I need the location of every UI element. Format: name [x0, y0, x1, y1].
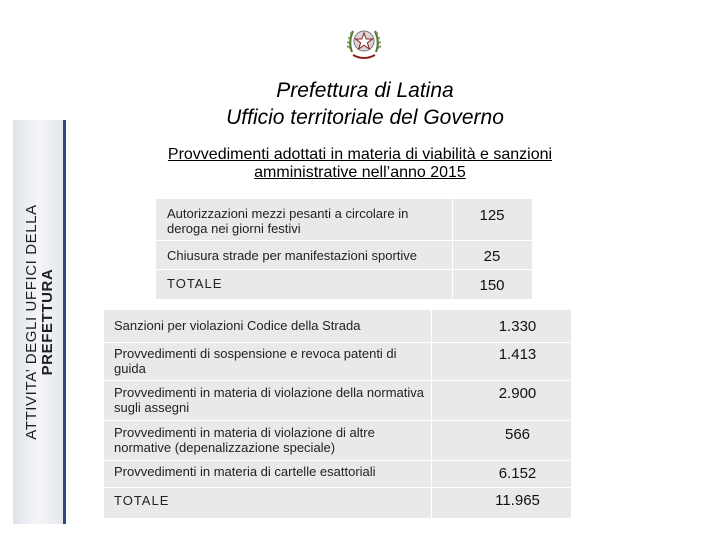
table-row [104, 310, 571, 342]
authorizations-table [156, 199, 532, 299]
table-row [104, 460, 571, 487]
vertical-title-line2: PREFETTURA [39, 268, 56, 376]
row-label: TOTALE [114, 493, 170, 508]
subtitle-line2: amministrative nell’anno 2015 [254, 164, 466, 181]
row-value: 2.900 [498, 385, 537, 402]
row-label: Chiusura strade per manifestazioni sportive [167, 248, 418, 263]
subtitle-line1: Provvedimenti adottati in materia di viabilità e sanzioni [167, 146, 553, 163]
table-row-total [104, 487, 571, 518]
row-label: Provvedimenti in materia di violazione della normativa sugli assegni [114, 385, 424, 415]
row-value: 1.413 [498, 346, 537, 363]
header-line1: Prefettura di Latina [276, 79, 454, 102]
row-label: Provvedimenti in materia di cartelle esattoriali [114, 464, 376, 479]
table-row-total [156, 269, 532, 299]
row-label: Autorizzazioni mezzi pesanti a circolare in deroga nei giorni festivi [167, 206, 409, 236]
vertical-section-title [24, 204, 56, 439]
row-value: 125 [479, 207, 505, 224]
vertical-title-line1: ATTIVITA’ DEGLI UFFICI DELLA [23, 204, 40, 440]
table-row [104, 420, 571, 460]
row-value: 150 [479, 277, 505, 294]
table-row [104, 380, 571, 420]
row-value: 6.152 [498, 465, 537, 482]
header-line2: Ufficio territoriale del Governo [226, 106, 504, 129]
row-label: Sanzioni per violazioni Codice della Strada [114, 318, 361, 333]
row-value: 11.965 [495, 492, 540, 509]
page-header [150, 77, 580, 131]
table-row [156, 240, 532, 269]
row-label: Provvedimenti in materia di violazione di altre normative (depenalizzazione speciale) [114, 425, 375, 455]
page-subtitle [110, 146, 610, 182]
sanctions-table [104, 310, 571, 518]
row-label: Provvedimenti di sospensione e revoca patenti di guida [114, 346, 397, 376]
table-row [104, 342, 571, 380]
republic-emblem-icon [344, 22, 384, 64]
row-value: 25 [483, 248, 501, 265]
row-value: 1.330 [498, 318, 537, 335]
table-row [156, 199, 532, 240]
row-value: 566 [504, 426, 531, 443]
row-label: TOTALE [167, 276, 223, 291]
